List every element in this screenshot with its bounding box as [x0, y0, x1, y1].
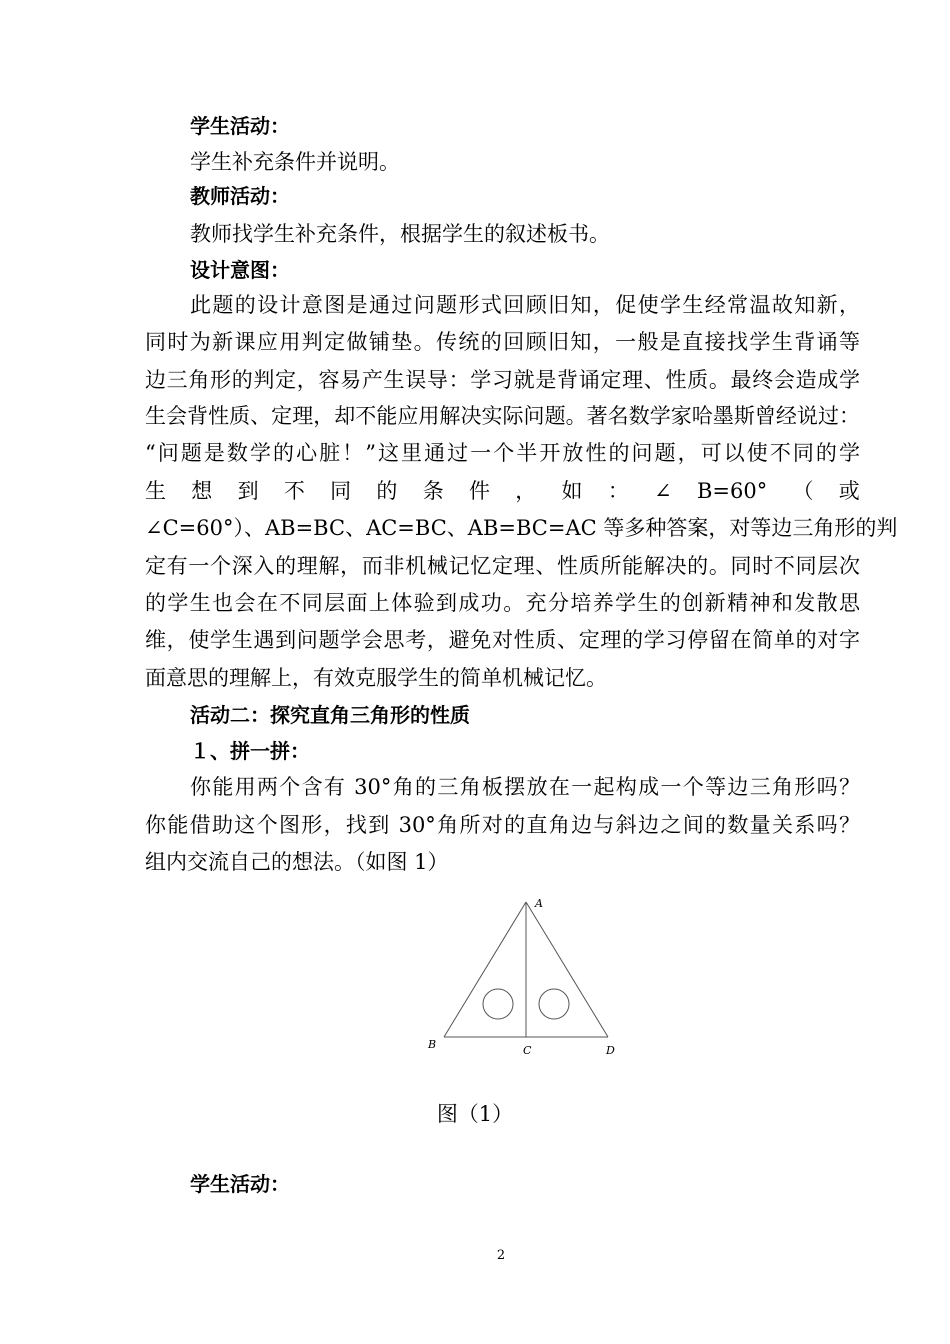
design-intent-line-8: 的学生也会在不同层面上体验到成功。充分培养学生的创新精神和发散思 [145, 591, 860, 615]
activity-two-heading: 活动二：探究直角三角形的性质 [190, 703, 470, 727]
teacher-activity-text: 教师找学生补充条件，根据学生的叙述板书。 [190, 222, 610, 246]
design-intent-line-7: 定有一个深入的理解，而非机械记忆定理、性质所能解决的。同时不同层次 [145, 554, 860, 578]
spread-char: ， [515, 479, 537, 503]
student-activity-heading-2: 学生活动： [190, 1172, 290, 1196]
side-ab [444, 902, 526, 1037]
spread-char: 到 [237, 479, 259, 503]
design-intent-heading: 设计意图： [190, 258, 290, 282]
side-ad [526, 902, 608, 1037]
design-intent-line-9: 维，使学生遇到问题学会思考，避免对性质、定理的学习停留在简单的对字 [145, 628, 860, 652]
label-a: A [535, 897, 543, 910]
design-intent-line-6: ∠C=60°）、AB=BC、AC=BC、AB=BC=AC 等多种答案，对等边三角形的判 [145, 516, 898, 540]
spread-char: 不 [283, 479, 305, 503]
subheading-pin-yi-pin: １、拼一拼： [190, 739, 310, 763]
design-intent-line-10: 面意思的理解上，有效克服学生的简单机械记忆。 [145, 666, 607, 690]
question-line-3: 组内交流自己的想法。（如图 1） [145, 850, 449, 874]
spread-char: 件 [468, 479, 490, 503]
question-line-2: 你能借助这个图形，找到 30°角所对的直角边与斜边之间的数量关系吗？ [145, 813, 860, 837]
spread-char: 如 [561, 479, 583, 503]
student-activity-heading: 学生活动： [190, 114, 290, 138]
design-intent-line-3: 边三角形的判定，容易产生误导：学习就是背诵定理、性质。最终会造成学 [145, 368, 860, 392]
triangle-figure [420, 890, 630, 1065]
spread-char: 或 [838, 479, 860, 503]
design-intent-line-2: 同时为新课应用判定做铺垫。传统的回顾旧知，一般是直接找学生背诵等 [145, 330, 860, 354]
design-intent-line-4: 生会背性质、定理，却不能应用解决实际问题。著名数学家哈墨斯曾经说过： [145, 404, 860, 428]
spread-char: 同 [330, 479, 352, 503]
spread-char: （ [792, 479, 814, 503]
teacher-activity-heading: 教师活动： [190, 184, 290, 208]
spread-char: ∠ [654, 479, 672, 503]
spread-char: 生 [145, 479, 166, 503]
set-square-hole-right [539, 989, 569, 1019]
spread-char: B=60° [696, 479, 768, 503]
design-intent-line-1: 此题的设计意图是通过问题形式回顾旧知，促使学生经常温故知新， [190, 293, 860, 317]
spread-char: 的 [376, 479, 398, 503]
design-intent-line-5: “问题是数学的心脏！”这里通过一个半开放性的问题，可以使不同的学 [145, 441, 860, 465]
spread-char: ： [607, 479, 629, 503]
label-d: D [606, 1044, 615, 1057]
label-b: B [428, 1038, 437, 1051]
spread-char: 想 [191, 479, 213, 503]
spread-char: 条 [422, 479, 444, 503]
set-square-hole-left [483, 989, 513, 1019]
figure-caption: 图（1） [436, 1102, 514, 1126]
design-intent-spread-line [145, 479, 860, 503]
student-activity-text: 学生补充条件并说明。 [190, 150, 400, 174]
question-line-1: 你能用两个含有 30°角的三角板摆放在一起构成一个等边三角形吗？ [190, 775, 860, 799]
page-number: 2 [496, 1248, 506, 1263]
label-c: C [523, 1044, 532, 1057]
